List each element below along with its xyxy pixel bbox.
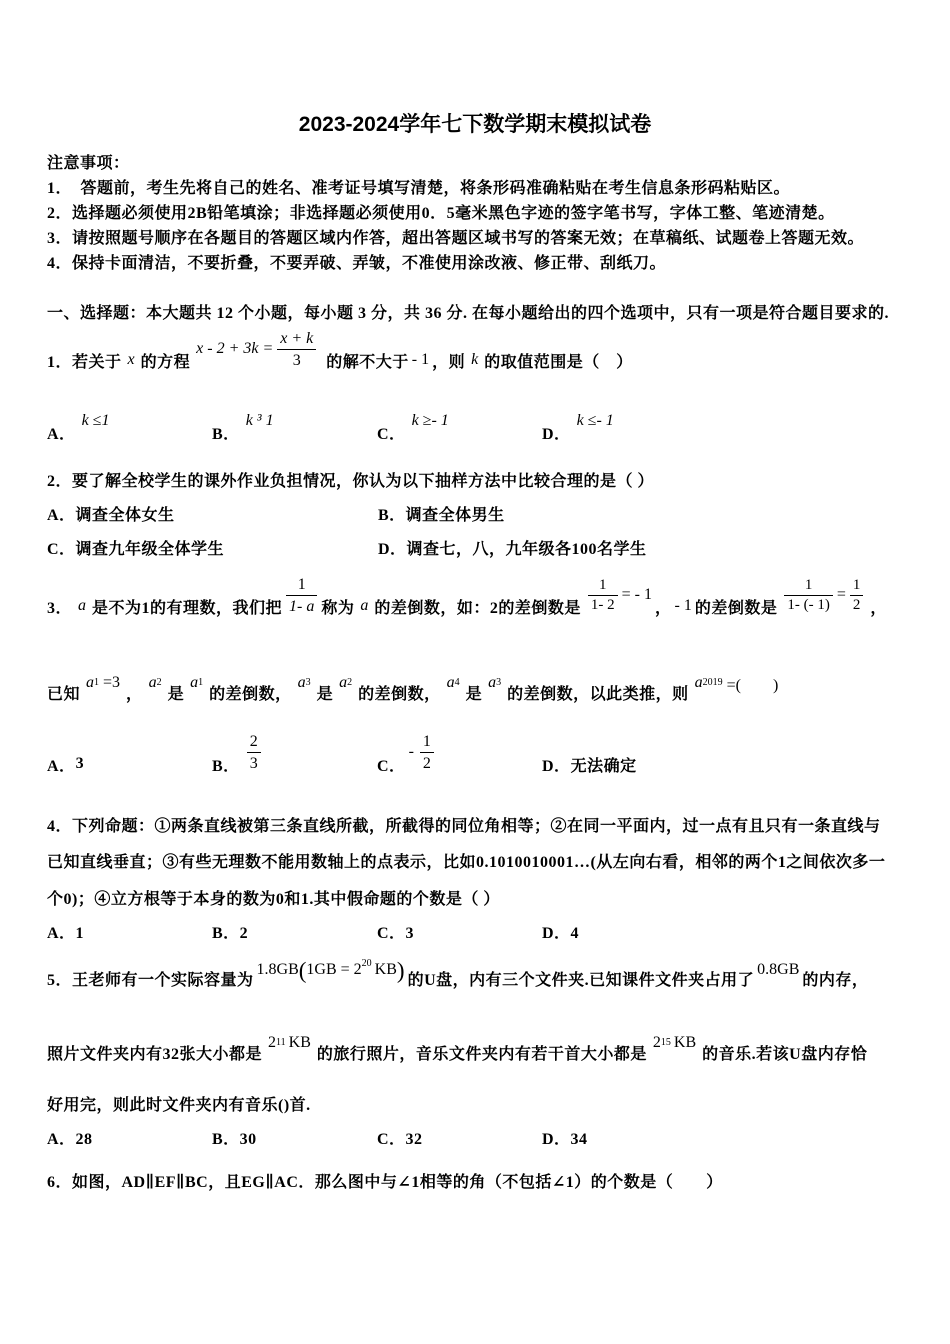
sequence-variable: a — [694, 674, 703, 691]
q1-option-a — [47, 412, 212, 444]
q3-a2: a 2 — [148, 674, 162, 691]
fraction-denominator: 1- (- 1) — [787, 596, 830, 613]
q3-neg-one: - 1 — [674, 597, 692, 614]
question-5-line-2 — [47, 1032, 867, 1072]
q4-options — [47, 916, 707, 946]
q1-text-condition: 的解不大于 — [326, 353, 409, 371]
q5-option-a: A．28 — [47, 1130, 93, 1148]
q3-comma: ， — [870, 599, 887, 617]
capacity-value: 1.8GB — [256, 961, 299, 978]
q4-option-a: A．1 — [47, 924, 85, 942]
q3-comma: ， — [126, 685, 143, 703]
unit: KB — [673, 1034, 697, 1051]
fraction-numerator: 1 — [420, 732, 434, 753]
q3-example-1 — [584, 577, 652, 614]
q3-option-a — [47, 753, 212, 776]
fraction-denominator: 3 — [249, 754, 258, 772]
option-label: B． — [212, 425, 240, 443]
q2-options-row-2 — [47, 532, 709, 562]
question-6-stem: 6．如图，AD∥EF∥BC，且EG∥AC．那么图中与∠1相等的角（不包括∠1）的个数是（ ） — [47, 1173, 723, 1191]
sequence-variable: a — [190, 674, 199, 691]
fraction — [420, 732, 434, 773]
sequence-variable: a — [148, 674, 157, 691]
q1-variable-x: x — [127, 351, 135, 368]
unit-conversion — [306, 958, 372, 979]
question-2-stem: 2．要了解全校学生的课外作业负担情况，你认为以下抽样方法中比较合理的是（ ） — [47, 472, 655, 490]
option-label: A． — [47, 425, 76, 443]
question-3-line-2 — [47, 672, 784, 712]
q3-variable-a: a — [360, 597, 369, 614]
q5-text-middle: 的U盘，内有三个文件夹.已知课件文件夹占用了 — [407, 971, 755, 989]
value: =3 — [103, 674, 121, 691]
q3-fraction-definition — [282, 575, 321, 616]
power-base: 2 — [268, 1034, 277, 1051]
fraction-denominator: 1- 2 — [590, 596, 615, 613]
q3-comma: ， — [655, 599, 672, 617]
q3-text-is: 是 — [316, 685, 334, 703]
q5-option-c: C．32 — [377, 1130, 423, 1148]
q1-text-ask: 的取值范围是（ ） — [484, 353, 633, 371]
option-math: k ≤- 1 — [576, 412, 614, 429]
q1-fraction-numerator: x + k — [277, 329, 316, 350]
option-label: D． — [542, 425, 571, 443]
fraction-denominator: 2 — [422, 754, 431, 772]
fraction-numerator: 1 — [286, 575, 317, 596]
fraction — [784, 577, 832, 614]
q5-capacity-math — [257, 959, 405, 982]
q3-variable-a: a — [78, 597, 87, 614]
option-label: C． — [377, 757, 406, 775]
option-math — [243, 732, 265, 773]
q1-variable-k: k — [471, 351, 479, 368]
option-label: A． — [47, 757, 76, 775]
question-5-line-1 — [47, 958, 868, 998]
fraction — [286, 575, 317, 616]
fraction-numerator: 2 — [247, 732, 261, 753]
q3-option-b — [212, 732, 377, 785]
option-label: D． — [542, 757, 571, 775]
q3-text-definition: 是不为1的有理数，我们把 — [92, 599, 283, 617]
q3-text-recip: 的差倒数， — [209, 685, 292, 703]
q3-text-known: 已知 — [47, 685, 81, 703]
sequence-variable: a — [446, 674, 455, 691]
question-4-line-2: 已知直线垂直；③有些无理数不能用数轴上的点表示，比如0.1010010001…(从左向右看，相邻的两个1之间依次多一 — [47, 853, 886, 871]
q1-fraction-denominator: 3 — [292, 351, 301, 369]
q1-option-b — [212, 412, 377, 444]
option-math: k ³ 1 — [245, 412, 274, 429]
notice-item-1: 1． 答题前，考生先将自己的姓名、准考证号填写清楚，将条形码准确粘贴在考生信息条形码粘贴区。 — [47, 179, 791, 197]
q3-example-1-result: = - 1 — [621, 586, 652, 603]
option-math: k ≤1 — [81, 412, 110, 429]
q4-option-c: C．3 — [377, 924, 415, 942]
equals-sign: = — [836, 586, 846, 603]
q5-text-tail: 的音乐.若该U盘内存恰 — [702, 1045, 868, 1063]
q3-a2: a 2 — [339, 674, 353, 691]
q3-a3: a 3 — [297, 674, 311, 691]
option-label: B． — [212, 757, 240, 775]
fraction — [247, 732, 261, 773]
q2-option-b: B．调查全体男生 — [378, 506, 505, 524]
q1-equation-fraction — [277, 329, 316, 370]
question-4-line-3: 个0)；④立方根等于本身的数为0和1.其中假命题的个数是（ ） — [47, 890, 500, 908]
q5-courseware-size: 0.8GB — [757, 961, 800, 978]
q3-a1: a 1 — [190, 674, 204, 691]
notice-heading: 注意事项： — [47, 154, 130, 172]
q1-bound-value: - 1 — [411, 351, 430, 368]
minus-sign: - — [408, 743, 414, 760]
q3-a1-equals: a 1 =3 — [86, 674, 121, 691]
q1-equation-lhs: x - 2 + 3k = — [196, 340, 274, 357]
q2-option-a: A．调查全体女生 — [47, 506, 175, 524]
q2-options-row-1 — [47, 498, 709, 528]
q3-options — [47, 734, 707, 794]
q1-text-equation-intro: 的方程 — [140, 353, 191, 371]
question-1-stem — [47, 329, 633, 388]
q3-text-is: 是 — [465, 685, 483, 703]
q1-text-lead: 1．若关于 — [47, 353, 122, 371]
question-3-stem — [47, 576, 887, 636]
close-paren: ) — [396, 957, 405, 983]
option-label: C． — [377, 425, 406, 443]
q3-number: 3． — [47, 599, 73, 617]
section-heading: 一、选择题：本大题共 12 个小题，每小题 3 分，共 36 分. 在每小题给出的四个选项中，只有一项是符合题目要求的. — [47, 304, 890, 322]
fraction-numerator: 1 — [850, 577, 864, 596]
q5-option-d: D．34 — [542, 1130, 588, 1148]
q5-option-b: B．30 — [212, 1130, 257, 1148]
q3-text-example: 的差倒数，如：2的差倒数是 — [374, 599, 581, 617]
q1-equation — [196, 329, 320, 370]
fraction-denominator: 2 — [852, 596, 861, 613]
notice-item-4: 4．保持卡面清洁，不要折叠，不要弄破、弄皱，不准使用涂改液、修正带、刮纸刀。 — [47, 254, 667, 272]
q3-text-recip-of: 的差倒数是 — [694, 599, 778, 617]
q3-text-is: 是 — [167, 685, 185, 703]
q3-option-c — [377, 732, 542, 785]
notice-item-3: 3．请按照题号顺序在各题目的答题区域内作答，超出答题区域书写的答案无效；在草稿纸、试题卷上答题无效。 — [47, 229, 865, 247]
fraction-numerator: 1 — [784, 577, 832, 596]
q5-text-music: 的旅行照片，音乐文件夹内有若干首大小都是 — [316, 1045, 647, 1063]
fraction — [588, 577, 618, 614]
q1-option-d — [542, 412, 707, 444]
sequence-variable: a — [339, 674, 348, 691]
answer-blank: =( ) — [726, 676, 779, 694]
q1-text-then: ，则 — [432, 353, 466, 371]
conversion-base: 1GB = 2 — [306, 961, 362, 978]
q2-option-d: D．调查七，八，九年级各100名学生 — [378, 540, 647, 558]
fraction-numerator: 1 — [588, 577, 618, 596]
q5-options — [47, 1122, 707, 1152]
q5-text-end: 的内存， — [802, 971, 869, 989]
option-value: 无法确定 — [570, 757, 637, 775]
sequence-variable: a — [297, 674, 306, 691]
q1-option-c — [377, 412, 542, 444]
q5-text-photos: 照片文件夹内有32张大小都是 — [47, 1045, 263, 1063]
q3-text-called: 称为 — [321, 599, 355, 617]
q3-a2019: a 2019 =( ) — [695, 672, 779, 695]
option-value: 3 — [75, 755, 85, 772]
q3-a4: a 4 — [446, 674, 460, 691]
page-title: 2023-2024学年七下数学期末模拟试卷 — [298, 113, 652, 136]
unit: KB — [288, 1034, 311, 1051]
sequence-variable: a — [488, 674, 497, 691]
q4-option-b: B．2 — [212, 924, 249, 942]
q3-text-recip: 的差倒数， — [358, 685, 441, 703]
q3-text-analogy: 的差倒数，以此类推，则 — [507, 685, 689, 703]
q5-photo-size: 2 11 KB — [268, 1034, 311, 1051]
q5-text-lead: 5．王老师有一个实际容量为 — [47, 971, 254, 989]
question-5-line-3: 好用完，则此时文件夹内有音乐()首. — [47, 1096, 311, 1114]
fraction — [850, 577, 864, 614]
exponent: 20 — [361, 958, 372, 969]
open-paren: ( — [298, 957, 307, 983]
q4-option-d: D．4 — [542, 924, 580, 942]
q5-music-size: 2 15 KB — [652, 1034, 697, 1051]
q2-option-c: C．调查九年级全体学生 — [47, 540, 225, 558]
notice-item-2: 2．选择题必须使用2B铅笔填涂；非选择题必须使用0．5毫米黑色字迹的签字笔书写，字体工整、笔迹清楚。 — [47, 204, 835, 222]
power-base: 2 — [652, 1034, 661, 1051]
sequence-variable: a — [86, 674, 95, 691]
fraction-denominator: 1- a — [289, 597, 315, 615]
question-4-line-1: 4．下列命题：①两条直线被第三条直线所截，所截得的同位角相等；②在同一平面内，过一点有且只有一条直线与 — [47, 817, 881, 835]
q3-example-2 — [780, 577, 867, 614]
option-math — [409, 732, 438, 773]
q1-options — [47, 410, 707, 454]
unit: KB — [374, 961, 397, 978]
option-math: k ≥- 1 — [411, 412, 449, 429]
q3-option-d — [542, 753, 707, 776]
q3-a3: a 3 — [488, 674, 502, 691]
